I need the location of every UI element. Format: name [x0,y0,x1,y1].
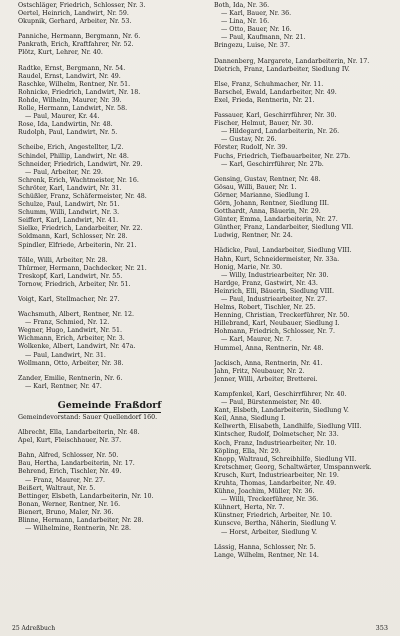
address-entry: Wollmann, Otto, Arbeiter, Nr. 38. [18,359,124,367]
address-entry: — Franz, Schmied, Nr. 12. [25,319,110,327]
address-entry: Hardge, Franz, Gastwirt, Nr. 43. [214,279,318,287]
address-entry: Kunscve, Bertha, Näherin, Siedlung V. [214,520,337,528]
address-entry: Barschel, Ewald, Landarbeiter, Nr. 49. [214,88,337,96]
address-entry: Lässig, Hanna, Schlosser, Nr. 5. [214,543,316,551]
address-entry: Görn, Johann, Rentner, Siedlung III. [214,199,329,207]
address-entry: Scheibe, Erich, Angestellter, L/2. [18,144,124,152]
address-entry: Else, Franz, Schuhmacher, Nr. 11. [214,80,324,88]
group-separator [18,26,201,33]
address-entry: Schumm, Willi, Landwirt, Nr. 3. [18,209,120,217]
address-entry: — Wilhelmine, Rentnerin, Nr. 28. [25,525,132,533]
address-entry: Exel, Frieda, Rentnerin, Nr. 21. [214,96,315,104]
group-separator [18,391,201,398]
address-entry: — Willy, Industriearbeiter, Nr. 30. [221,271,329,279]
group-separator [18,250,201,257]
address-entry: Kant, Elsbeth, Landarbeiterin, Siedlung V. [214,407,349,415]
address-entry: Kühnert, Herta, Nr. 7. [214,504,285,512]
address-entry: — Paul, Maurer, Kr. 44. [25,113,100,121]
address-entry: Hillebrand, Karl, Neubauer, Siedlung I. [214,320,340,328]
address-entry: Gensing, Gustav, Rentner, Nr. 48. [214,175,321,183]
address-entry: Rohnicke, Friedrich, Landwirt, Nr. 18. [18,88,141,96]
address-entry: — Karl, Geschirrführer, Nr. 27b. [221,160,324,168]
page-number: 353 [375,624,388,632]
group-separator [214,240,398,247]
address-entry: Ludwig, Rentner, Nr. 24. [214,232,293,240]
section-title-text: Gemeinde Fraßdorf [57,399,162,411]
address-entry: Kellwerth, Elisabeth, Landhilfe, Siedlung VIII. [214,423,362,431]
address-entry: — Paul, Arbeiter, Nr. 29. [25,168,103,176]
address-entry: — Horst, Arbeiter, Siedlung V. [221,528,317,536]
address-entry: Schulze, Paul, Landwirt, Nr. 51. [18,201,120,209]
address-entry: — Karl, Bauer, Nr. 36. [221,10,292,18]
address-entry: Bettinger, Elsbeth, Landarbeiterin, Nr. 10. [18,492,154,500]
address-entry: Henning, Christian, Treckerführer, Nr. 50. [214,312,350,320]
group-separator [214,169,398,176]
group-separator [18,137,201,144]
address-entry: — Paul, Landwirt, Nr. 31. [25,351,106,359]
address-entry: — Karl, Maurer, Nr. 7. [221,336,292,344]
address-entry: Spindler, Elfriede, Arbeiterin, Nr. 21. [18,241,137,249]
address-entry: Görner, Marianne, Siedlung I. [214,191,310,199]
address-entry: Bau, Hertha, Landarbeiterin, Nr. 17. [18,460,135,468]
address-entry: Kintscher, Rudolf, Dolmetscher, Nr. 33. [214,431,339,439]
address-entry: — Willi, Treckerführer, Nr. 36. [221,496,319,504]
address-entry: Okupnik, Gerhard, Arbeiter, Nr. 53. [18,18,132,26]
address-entry: Apel, Kurt, Fleischhauer, Nr. 37. [18,437,122,445]
address-entry: — Karl, Rentner, Nr. 47. [25,382,102,390]
address-entry: Bahn, Alfred, Schlosser, Nr. 50. [18,452,119,460]
address-entry: Behrend, Erich, Tischler, Nr. 49. [18,468,122,476]
address-entry: Rudolph, Paul, Landwirt, Nr. 5. [18,129,118,137]
address-entry: — Paul, Kaufmann, Nr. 21. [221,34,306,42]
group-separator [214,537,398,544]
address-entry: Soldmann, Karl, Schlosser, Nr. 28. [18,233,128,241]
address-entry: — Gustav, Nr. 26. [221,136,277,144]
footer-left-label: 25 Adreßbuch [12,625,56,632]
address-entry: Hohmann, Friedrich, Schlosser, Nr. 7. [214,328,335,336]
address-entry: Schüßler, Franz, Schäfermeister, Nr. 48. [18,192,147,200]
address-entry: Köpling, Ella, Nr. 29. [214,447,281,455]
address-entry: Gotthardt, Anna, Bäuerin, Nr. 29. [214,208,321,216]
address-entry: Beißert, Waltraut, Nr. 5. [18,484,96,492]
address-entry: Raudel, Ernst, Landwirt, Nr. 49. [18,72,121,80]
group-separator [18,368,201,375]
right-column [214,2,398,560]
address-entry: Wichmann, Erich, Arbeiter, Nr. 3. [18,335,125,343]
address-entry: Voigt, Karl, Stellmacher, Nr. 27. [18,296,120,303]
address-entry: Seiffert, Karl, Landwirt, Nr. 41. [18,217,119,225]
address-entry: Bienert, Bruno, Maler, Nr. 36. [18,508,114,516]
group-separator [214,105,398,112]
address-entry: Keil, Anna, Siedlung I. [214,415,286,423]
address-entry: Koch, Franz, Industriearbeiter, Nr. 10. [214,439,337,447]
group-separator [214,384,398,391]
group-separator [18,304,201,311]
address-entry: Heinrich, Elli, Bäuerin, Siedlung VIII. [214,287,335,295]
address-entry: Schrenk, Erich, Wachtmeister, Nr. 16. [18,176,139,184]
address-entry: Schindel, Phillip, Landwirt, Nr. 48. [18,152,129,160]
left-column [18,2,201,533]
address-entry: Fischer, Helmut, Bauer, Nr. 30. [214,120,314,128]
address-entry: Kruhta, Thomas, Landarbeiter, Nr. 49. [214,479,337,487]
address-entry: — Franz, Maurer, Nr. 27. [25,476,105,484]
address-entry: Treskopf, Karl, Landwirt, Nr. 55. [18,272,123,280]
address-entry: Jackisch, Anna, Rentnerin, Nr. 41. [214,359,323,367]
address-entry: Honig, Marie, Nr. 30. [214,263,283,271]
section-subtitle: Gemeindevorstand: Sauer Quellendorf 160. [18,413,158,421]
address-entry: Kretschmer, Georg, Schaltwärter, Umspannwerk. [214,463,372,471]
group-separator [214,51,398,58]
address-entry: Knopp, Waltraud, Schreibhilfe, Siedlung VII. [214,455,357,463]
address-entry: Pankrath, Erich, Kraftfahrer, Nr. 52. [18,41,134,49]
address-entry: Jahn, Fritz, Neubauer, Nr. 2. [214,367,305,375]
address-entry: Schneider, Friedrich, Landwirt, Nr. 29. [18,160,143,168]
address-entry: Wachsmuth, Albert, Rentner, Nr. 12. [18,311,134,319]
address-entry: Bonan, Werner, Rentner, Nr. 16. [18,500,121,508]
address-entry: Wolkenke, Albert, Landwirt, Nr. 47a. [18,343,136,351]
address-entry: Kühne, Joachim, Müller, Nr. 36. [214,488,315,496]
address-entry: Zander, Emilie, Rentnerin, Nr. 6. [18,374,123,382]
address-entry: Blinne, Hermann, Landarbeiter, Nr. 28. [18,516,144,524]
address-entry: — Otto, Bauer, Nr. 16. [221,26,292,34]
address-entry: Förster, Rudolf, Nr. 39. [214,144,288,152]
address-entry: Günther, Franz, Landarbeiter, Siedlung VII. [214,224,354,232]
group-separator [18,289,201,296]
address-entry: Kampfenkel, Karl, Geschirrführer, Nr. 40. [214,390,347,398]
address-entry: Künstner, Friedrich, Arbeiter, Nr. 10. [214,512,333,520]
group-separator [214,353,398,360]
address-entry: Ostschläger, Friedrich, Schlosser, Nr. 3. [18,2,146,9]
address-entry: Rose, Ida, Landwirtin, Nr. 48. [18,121,113,129]
address-entry: Sielke, Friedrich, Landarbeiter, Nr. 22. [18,225,143,233]
address-entry: Fassauer, Karl, Geschirrführer, Nr. 30. [214,112,337,120]
address-entry: Bringezu, Luise, Nr. 37. [214,42,290,50]
address-entry: Tölle, Willi, Arbeiter, Nr. 28. [18,256,108,264]
address-entry: Tornow, Friedrich, Arbeiter, Nr. 51. [18,280,131,288]
address-entry: Jenner, Willi, Arbeiter, Bretterei. [214,375,318,383]
group-separator [214,74,398,81]
address-entry: Plötz, Kurt, Lehrer, Nr. 40. [18,49,103,57]
group-separator [18,422,201,429]
address-entry: Gösau, Willi, Bauer, Nr. 1. [214,183,297,191]
address-entry: Hahn, Kurt, Schneidermeister, Nr. 33a. [214,255,340,263]
address-entry: Schröter, Karl, Landwirt, Nr. 31. [18,184,122,192]
address-entry: Dannenberg, Margarete, Landarbeiterin, Nr. 17. [214,57,370,65]
address-entry: Both, Ida, Nr. 36. [214,2,270,9]
address-entry: Krusch, Kurt, Industriearbeiter, Nr. 19. [214,471,339,479]
address-entry: Helms, Robert, Tischler, Nr. 25. [214,304,316,312]
address-entry: Panniche, Hermann, Bergmann, Nr. 6. [18,33,141,41]
address-entry: Rohde, Wilhelm, Maurer, Nr. 39. [18,96,122,104]
address-entry: — Hildegard, Landarbeiterin, Nr. 26. [221,128,340,136]
section-title [18,399,201,412]
address-entry: Raschke, Wilhelm, Rentner, Nr. 51. [18,80,131,88]
address-entry: — Paul, Industriearbeiter, Nr. 27. [221,296,328,303]
address-entry: Thürmer, Hermann, Dachdecker, Nr. 21. [18,264,147,272]
address-entry: Rolle, Hermann, Landwirt, Nr. 58. [18,105,128,113]
address-entry: Günter, Emma, Landarbeiterin, Nr. 27. [214,216,338,224]
address-entry: Wegner, Hugo, Landwirt, Nr. 51. [18,327,123,335]
address-entry: — Paul, Bürstenmeister, Nr. 40. [221,399,322,407]
address-entry: Dietrich, Franz, Landarbeiter, Siedlung IV. [214,65,350,73]
address-entry: Oertel, Heinrich, Landwirt, Nr. 59. [18,10,129,18]
address-entry: — Lina, Nr. 16. [221,18,270,26]
address-entry: Fuchs, Friedrich, Tiefbauarbeiter, Nr. 27b. [214,152,351,160]
address-entry: Albrecht, Ella, Landarbeiterin, Nr. 48. [18,429,140,437]
address-entry: Radtke, Ernst, Bergmann, Nr. 54. [18,64,126,72]
group-separator [18,445,201,452]
address-entry: Lange, Wilhelm, Rentner, Nr. 14. [214,551,319,559]
address-entry: Hädicke, Paul, Landarbeiter, Siedlung VIII. [214,247,352,255]
group-separator [18,58,201,65]
address-entry: Hummel, Anna, Rentnerin, Nr. 48. [214,344,324,352]
